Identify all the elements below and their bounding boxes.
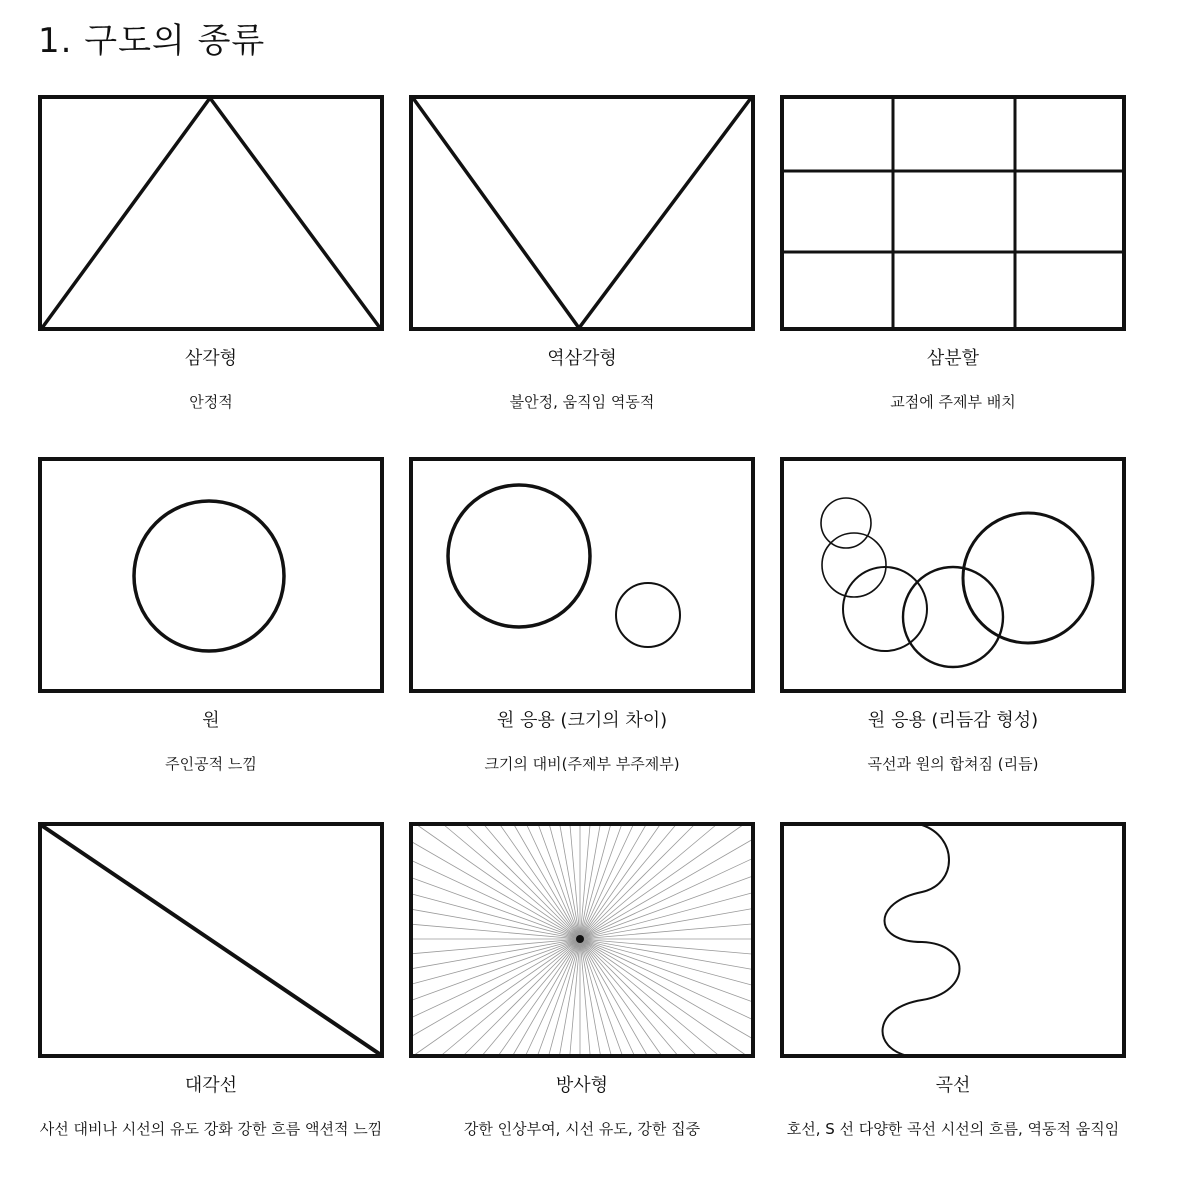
- radial-ray: [580, 939, 635, 1056]
- composition-title: 삼각형: [184, 348, 238, 369]
- radial-ray: [549, 824, 580, 939]
- composition-description: 안정적: [189, 393, 233, 411]
- radial-ray: [411, 924, 580, 939]
- frame: [40, 459, 382, 691]
- composition-inverted-triangle: [409, 95, 755, 411]
- frame: [782, 824, 1124, 1056]
- frame: [40, 97, 382, 329]
- radial-ray: [526, 824, 580, 939]
- inverted-triangle-shape: [413, 98, 751, 328]
- composition-description: 사선 대비나 시선의 유도 강화 강한 흐름 액션적 느낌: [39, 1120, 383, 1138]
- radial-ray: [580, 858, 753, 939]
- composition-title: 원 응용 (리듬감 형성): [867, 710, 1039, 731]
- radial-ray: [525, 939, 580, 1056]
- diagonal-line: [41, 825, 381, 1055]
- frame: [782, 97, 1124, 329]
- radial-ray: [411, 939, 580, 984]
- diagonal-diagram: [38, 822, 384, 1058]
- radial-ray: [580, 824, 590, 939]
- s-curve: [883, 825, 960, 1056]
- rhythm-circle: [903, 567, 1003, 667]
- curve-diagram: [780, 822, 1126, 1058]
- composition-description: 호선, S 선 다양한 곡선 시선의 흐름, 역동적 움직임: [786, 1120, 1120, 1138]
- radial-ray: [570, 824, 580, 939]
- circle-diagram: [38, 457, 384, 693]
- radial-center: [576, 935, 584, 943]
- circle-size-diagram: [409, 457, 755, 693]
- composition-title: 곡선: [935, 1075, 971, 1096]
- composition-triangle: [38, 95, 384, 411]
- composition-description: 주인공적 느낌: [165, 755, 257, 773]
- composition-diagonal: [38, 822, 384, 1138]
- radial-ray: [411, 894, 580, 939]
- radial-ray: [580, 939, 753, 954]
- radial-ray: [580, 824, 634, 939]
- rule-of-thirds-diagram: [780, 95, 1126, 331]
- large-circle: [448, 485, 590, 627]
- rhythm-circle: [822, 533, 886, 597]
- composition-title: 원: [202, 710, 220, 731]
- triangle-shape: [42, 98, 380, 328]
- composition-title: 대각선: [184, 1075, 238, 1096]
- rhythm-circle: [821, 498, 871, 548]
- page-title: 1. 구도의 종류: [38, 21, 266, 61]
- triangle-diagram: [38, 95, 384, 331]
- composition-rule-of-thirds: [780, 95, 1126, 411]
- composition-title: 원 응용 (크기의 차이): [496, 710, 668, 731]
- radial-ray: [580, 924, 753, 939]
- composition-title: 방사형: [555, 1075, 609, 1096]
- frame: [782, 459, 1124, 691]
- composition-description: 강한 인상부여, 시선 유도, 강한 집중: [463, 1120, 701, 1138]
- composition-description: 크기의 대비(주제부 부주제부): [484, 755, 680, 773]
- circle-rhythm-diagram: [780, 457, 1126, 693]
- composition-description: 교점에 주제부 배치: [890, 393, 1016, 411]
- composition-description: 불안정, 움직임 역동적: [509, 393, 655, 411]
- radial-ray: [580, 939, 753, 1020]
- radial-ray: [580, 939, 753, 985]
- radial-diagram: [409, 822, 755, 1058]
- frame: [411, 97, 753, 329]
- radial-ray: [411, 939, 580, 954]
- radial-ray: [580, 824, 611, 939]
- rhythm-circle: [843, 567, 927, 651]
- composition-circle-rhythm: [780, 457, 1126, 773]
- composition-circle-size: [409, 457, 755, 773]
- composition-title: 삼분할: [926, 348, 980, 369]
- composition-radial: [409, 822, 755, 1138]
- circle-shape: [134, 501, 284, 651]
- radial-ray: [580, 893, 753, 939]
- radial-ray: [411, 939, 580, 1018]
- frame: [411, 459, 753, 691]
- composition-description: 곡선과 원의 합쳐짐 (리듬): [867, 755, 1039, 773]
- inverted-triangle-diagram: [409, 95, 755, 331]
- composition-curve: [780, 822, 1126, 1138]
- composition-title: 역삼각형: [547, 348, 617, 369]
- radial-ray: [411, 860, 580, 939]
- small-circle: [616, 583, 680, 647]
- composition-circle: [38, 457, 384, 773]
